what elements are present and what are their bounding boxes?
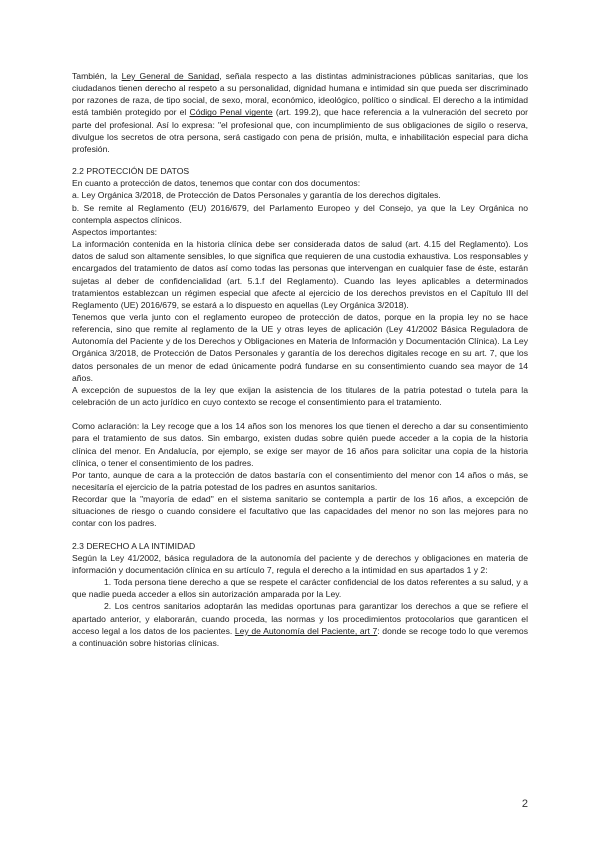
link-codigo-penal[interactable]: Código Penal vigente — [189, 107, 273, 118]
list-item-a: a. Ley Orgánica 3/2018, de Protección de Datos Personales y garantía de los derechos digitales. — [72, 190, 441, 201]
paragraph-aclaracion: Como aclaración: la Ley recoge que a los 14 años son los menores los que tienen el derecho a dar su consentimiento para el tratamiento de sus datos. Sin embargo, existen dudas sobre quién puede acceder a la copia de la historia clínica del menor. En Andalucía, por ejemplo, se exige ser mayor de 16 años para solicitar una copia de la historia clínica, o tener el consentimiento de los padres. — [72, 421, 528, 468]
document-page — [72, 70, 528, 649]
list-item-2: 2. Los centros sanitarios adoptarán las medidas oportunas para garantizar los derechos a que se refiere el apartado anterior, y elaborarán, cuando proceda, las normas y los procedimientos protocolarios que garanticen el acceso legal a los datos de los pacientes. Ley de Autonomía del Paciente, art 7: donde se recoge todo lo que veremos a continuación sobre historias clínicas. — [72, 601, 529, 648]
paragraph-mayoria-edad: Recordar que la "mayoría de edad" en el sistema sanitario se contempla a partir de los 16 años, a excepción de situaciones de riesgo o cuando considere el facultativo que las capacidades del menor no son las mejores para no contar con los padres. — [72, 494, 528, 529]
paragraph-ley-41-2002: Según la Ley 41/2002, básica reguladora de la autonomía del paciente y de derechos y obligaciones en materia de información y documentación clínica en su artículo 7, regula el derecho a la intimidad en sus apartados 1 y 2: — [72, 552, 528, 575]
page-number: 2 — [521, 798, 528, 810]
paragraph-por-tanto: Por tanto, aunque de cara a la protección de datos bastaría con el consentimiento del menor con 14 años o más, se necesitaría el ejercicio de la patria potestad de los padres en asuntos sanitarios. — [72, 469, 528, 492]
paragraph-aspectos: Aspectos importantes: — [72, 226, 158, 237]
paragraph-intro-datos: En cuanto a protección de datos, tenemos que contar con dos documentos: — [72, 178, 361, 189]
list-item-1: 1. Toda persona tiene derecho a que se respete el carácter confidencial de los datos referentes a su salud, y a que nadie pueda acceder a ellos sin autorización amparada por la Ley. — [72, 577, 528, 600]
paragraph-ley-general-sanidad: También, la Ley General de Sanidad, señala respecto a las distintas administraciones públicas sanitarias, que los ciudadanos tienen derecho al respeto a su personalidad, dignidad humana e intimidad sin que pueda ser discriminado por razones de raza, de tipo social, de sexo, moral, económico, ideológico, político o sindical. El derecho a la intimidad está también protegido por el Código Penal vigente (art. 199.2), que hace referencia a la vulneración del secreto por parte del profesional. Así lo expresa: "el profesional que, con incumplimiento de sus obligaciones de sigilo o reserva, divulgue los secretos de otra persona, será castigado con pena de prisión, multa, e inhabilitación especial para dicha profesión. — [72, 71, 528, 154]
heading-proteccion-datos: 2.2 PROTECCIÓN DE DATOS — [72, 166, 190, 177]
link-ley-general-sanidad[interactable]: Ley General de Sanidad — [121, 71, 220, 81]
list-item-b: b. Se remite al Reglamento (EU) 2016/679, del Parlamento Europeo y del Consejo, ya que la Ley Orgánica no contempla aspectos clínicos. — [72, 202, 528, 225]
paragraph-reglamento-europeo: Tenemos que verla junto con el reglamento europeo de protección de datos, porque en la propia ley no se hace referencia, sino que remite al reglamento de la UE y otras leyes de aplicación (Ley 41/2002 Básica Reguladora de Autonomía del Paciente y de los Derechos y Obligaciones en Materia de Información y Documentación Clínica). La Ley Orgánica 3/2018, de Protección de Datos Personales y garantía de los derechos digitales recoge en su art. 7, que los datos personales de un menor de edad únicamente podrá fundarse en su consentimiento cuando sea mayor de 14 años. — [72, 311, 528, 383]
paragraph-excepcion: A excepción de supuestos de la ley que exijan la asistencia de los titulares de la patria potestad o tutela para la celebración de un acto jurídico en cuyo contexto se recoge el consentimiento para el tratamiento. — [72, 384, 528, 408]
paragraph-datos-salud: La información contenida en la historia clínica debe ser considerada datos de salud (art. 4.15 del Reglamento). Los datos de salud son altamente sensibles, lo que significa que requieren de una custodia exhaustiva. Los responsables y encargados del tratamiento de datos así como todas las personas que intervengan en cualquier fase de éste, estarán sujetas al deber de confidencialidad (art. 5.1.f del Reglamento). Cuando las leyes aplicables a determinados tratamientos establezcan un régimen especial que afecte al ejercicio de los derechos previstos en el Capítulo III del Reglamento (UE) 2016/679, se estará a lo dispuesto en aquellas (Ley Orgánica 3/2018). — [72, 239, 528, 310]
link-ley-autonomia-paciente[interactable]: Ley de Autonomía del Paciente, art 7 — [234, 625, 378, 636]
heading-derecho-intimidad: 2.3 DERECHO A LA INTIMIDAD — [72, 540, 196, 551]
